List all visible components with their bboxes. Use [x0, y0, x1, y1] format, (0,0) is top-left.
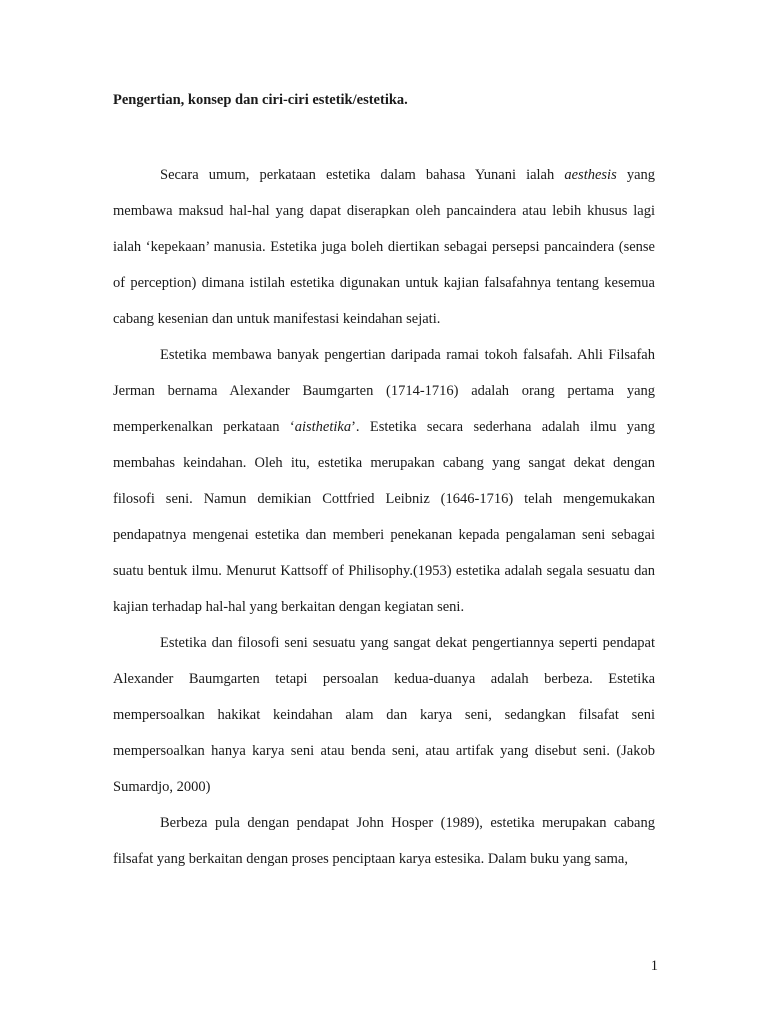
paragraph-1-text-b: yang membawa maksud hal-hal yang dapat diserapkan oleh pancaindera atau lebih khusus lagi ialah ‘kepekaan’ manusia. Estetika juga boleh diertikan sebagai persepsi pancaindera (sense of perception) dimana istilah estetika digunakan untuk kajian falsafahnya tentang kesemua cabang kesenian dan untuk manifestasi keindahan sejati. — [113, 167, 656, 327]
document-body — [113, 157, 655, 877]
paragraph-2-text-b: ’. Estetika secara sederhana adalah ilmu yang membahas keindahan. Oleh itu, estetika merupakan cabang yang sangat dekat dengan filosofi seni. Namun demikian Cottfried Leibniz (1646-1716) telah mengemukakan pendapatnya mengenai estetika dan memberi penekanan kepada pengalaman seni sebagai suatu bentuk ilmu. Menurut Kattsoff of Philisophy.(1953) estetika adalah segala sesuatu dan kajian terhadap hal-hal yang berkaitan dengan kegiatan seni. — [113, 419, 655, 615]
paragraph-4: Berbeza pula dengan pendapat John Hosper (1989), estetika merupakan cabang filsafat yang berkaitan dengan proses penciptaan karya estesika. Dalam buku yang sama, — [113, 815, 655, 867]
paragraph-3: Estetika dan filosofi seni sesuatu yang sangat dekat pengertiannya seperti pendapat Alexander Baumgarten tetapi persoalan kedua-duanya adalah berbeza. Estetika mempersoalkan hakikat keindahan alam dan karya seni, sedangkan filsafat seni mempersoalkan hanya karya seni atau benda seni, atau artifak yang disebut seni. (Jakob Sumardjo, 2000) — [113, 635, 655, 795]
paragraph-1-text-a: Secara umum, perkataan estetika dalam bahasa Yunani ialah — [160, 167, 565, 183]
paragraph-2-text-a: Estetika membawa banyak pengertian daripada ramai tokoh falsafah. Ahli Filsafah Jerman bernama Alexander Baumgarten (1714-1716) adalah orang pertama yang memperkenalkan perkataan ‘ — [113, 347, 655, 435]
document-title: Pengertian, konsep dan ciri-ciri estetik/estetika. — [113, 92, 408, 108]
paragraph-1 — [113, 157, 655, 337]
term-aesthesis: aesthesis — [564, 167, 617, 183]
term-aisthetika: aisthetika — [294, 419, 352, 435]
page-number: 1 — [650, 958, 658, 974]
paragraph-2 — [113, 337, 655, 625]
